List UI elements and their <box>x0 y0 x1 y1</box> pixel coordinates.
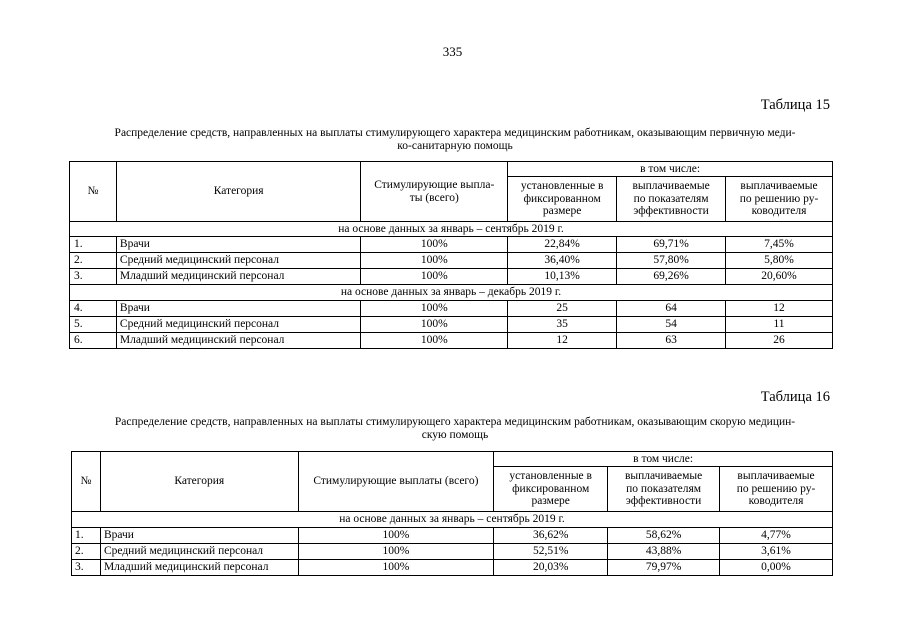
row-fixed: 35 <box>508 317 617 333</box>
row-fixed: 10,13% <box>508 269 617 285</box>
header-fixed <box>508 177 617 222</box>
row-fixed: 20,03% <box>494 560 608 576</box>
table-row <box>72 544 833 560</box>
table-15-caption-line-2: ко-санитарную помощь <box>397 140 513 152</box>
header-fixed <box>494 467 608 512</box>
header-fixed-line-2: фиксированном <box>523 192 601 205</box>
row-performance: 43,88% <box>608 544 720 560</box>
header-total <box>361 162 508 222</box>
row-management: 5,80% <box>726 253 833 269</box>
header-total-line-1: Стимулирующие выпла- <box>374 179 495 191</box>
table-row <box>70 253 833 269</box>
row-category: Средний медицинский персонал <box>116 253 360 269</box>
row-fixed: 52,51% <box>494 544 608 560</box>
row-performance: 64 <box>617 301 726 317</box>
row-management: 3,61% <box>720 544 833 560</box>
row-fixed: 12 <box>508 333 617 349</box>
row-num: 2. <box>72 544 101 560</box>
table-16-caption-line-2: скую помощь <box>421 429 489 441</box>
header-fixed-line-1: установленные в <box>520 180 604 193</box>
header-fixed-line-3: размере <box>542 205 582 218</box>
header-management <box>726 177 833 222</box>
header-management <box>720 467 833 512</box>
header-total: Стимулирующие выплаты (всего) <box>298 452 494 512</box>
row-total: 100% <box>361 253 508 269</box>
row-performance: 79,97% <box>608 560 720 576</box>
row-management: 26 <box>726 333 833 349</box>
header-category: Категория <box>116 162 360 222</box>
table-row <box>70 317 833 333</box>
row-total: 100% <box>298 544 494 560</box>
row-performance: 54 <box>617 317 726 333</box>
row-performance: 63 <box>617 333 726 349</box>
row-fixed: 22,84% <box>508 237 617 253</box>
table-row <box>72 560 833 576</box>
table-15-caption <box>75 127 835 153</box>
row-num: 1. <box>70 237 117 253</box>
header-mgmt-line-3: ководителя <box>751 205 807 218</box>
row-total: 100% <box>361 237 508 253</box>
table-15 <box>69 161 833 349</box>
row-num: 3. <box>70 269 117 285</box>
header-fixed-line-1: установленные в <box>509 470 592 483</box>
section-title: на основе данных за январь – декабрь 2019 г. <box>70 285 833 301</box>
row-num: 1. <box>72 528 101 544</box>
header-fixed-line-2: фиксированном <box>512 482 590 495</box>
header-perf-line-3: эффективности <box>633 205 709 218</box>
header-category: Категория <box>100 452 298 512</box>
row-performance: 69,71% <box>617 237 726 253</box>
row-fixed: 36,40% <box>508 253 617 269</box>
header-num: № <box>72 452 101 512</box>
row-total: 100% <box>361 269 508 285</box>
row-fixed: 36,62% <box>494 528 608 544</box>
header-mgmt-line-3: ководителя <box>748 495 804 508</box>
row-total: 100% <box>298 560 494 576</box>
row-category: Врачи <box>116 301 360 317</box>
header-mgmt-line-2: по решению ру- <box>736 482 816 495</box>
header-perf-line-2: по показателям <box>626 482 702 495</box>
table-row <box>70 333 833 349</box>
header-perf-line-1: выплачиваемые <box>632 180 710 193</box>
table-row <box>70 269 833 285</box>
row-management: 4,77% <box>720 528 833 544</box>
table-16-caption <box>75 416 835 442</box>
header-including: в том числе: <box>508 162 833 177</box>
row-performance: 58,62% <box>608 528 720 544</box>
row-num: 2. <box>70 253 117 269</box>
row-management: 11 <box>726 317 833 333</box>
row-category: Младший медицинский персонал <box>116 333 360 349</box>
row-performance: 69,26% <box>617 269 726 285</box>
header-performance <box>608 467 720 512</box>
header-mgmt-line-1: выплачиваемые <box>737 470 815 483</box>
header-num: № <box>70 162 117 222</box>
row-management: 12 <box>726 301 833 317</box>
table-row <box>70 301 833 317</box>
header-performance <box>617 177 726 222</box>
header-total-line-2: ты (всего) <box>409 191 459 204</box>
table-row <box>70 237 833 253</box>
header-mgmt-line-1: выплачиваемые <box>740 180 818 193</box>
row-category: Врачи <box>100 528 298 544</box>
row-num: 4. <box>70 301 117 317</box>
row-total: 100% <box>298 528 494 544</box>
page-number: 335 <box>442 44 463 59</box>
row-num: 3. <box>72 560 101 576</box>
row-category: Младший медицинский персонал <box>116 269 360 285</box>
header-perf-line-2: по показателям <box>633 192 709 205</box>
row-management: 7,45% <box>726 237 833 253</box>
row-category: Младший медицинский персонал <box>100 560 298 576</box>
header-perf-line-1: выплачиваемые <box>624 470 703 483</box>
header-mgmt-line-2: по решению ру- <box>739 192 819 205</box>
row-category: Средний медицинский персонал <box>100 544 298 560</box>
row-management: 0,00% <box>720 560 833 576</box>
table-16-caption-line-1: Распределение средств, направленных на выплаты стимулирующего характера медицинским работникам, оказывающим скорую медицин- <box>114 416 796 428</box>
table-15-caption-line-1: Распределение средств, направленных на выплаты стимулирующего характера медицинским работникам, оказывающим первичную меди- <box>114 127 796 139</box>
table-header-row <box>72 452 833 467</box>
row-total: 100% <box>361 333 508 349</box>
row-management: 20,60% <box>726 269 833 285</box>
section-row <box>72 512 833 528</box>
section-title: на основе данных за январь – сентябрь 2019 г. <box>70 222 833 237</box>
row-total: 100% <box>361 301 508 317</box>
row-num: 5. <box>70 317 117 333</box>
table-16-label: Таблица 16 <box>760 389 830 405</box>
section-title: на основе данных за январь – сентябрь 2019 г. <box>72 512 833 528</box>
row-performance: 57,80% <box>617 253 726 269</box>
table-16 <box>71 451 833 576</box>
row-category: Средний медицинский персонал <box>116 317 360 333</box>
row-num: 6. <box>70 333 117 349</box>
header-fixed-line-3: размере <box>531 495 570 508</box>
section-row <box>70 222 833 237</box>
table-15-label: Таблица 15 <box>760 97 830 113</box>
header-perf-line-3: эффективности <box>625 495 702 508</box>
table-header-row <box>70 162 833 177</box>
section-row <box>70 285 833 301</box>
table-row <box>72 528 833 544</box>
header-including: в том числе: <box>494 452 833 467</box>
row-category: Врачи <box>116 237 360 253</box>
row-fixed: 25 <box>508 301 617 317</box>
row-total: 100% <box>361 317 508 333</box>
